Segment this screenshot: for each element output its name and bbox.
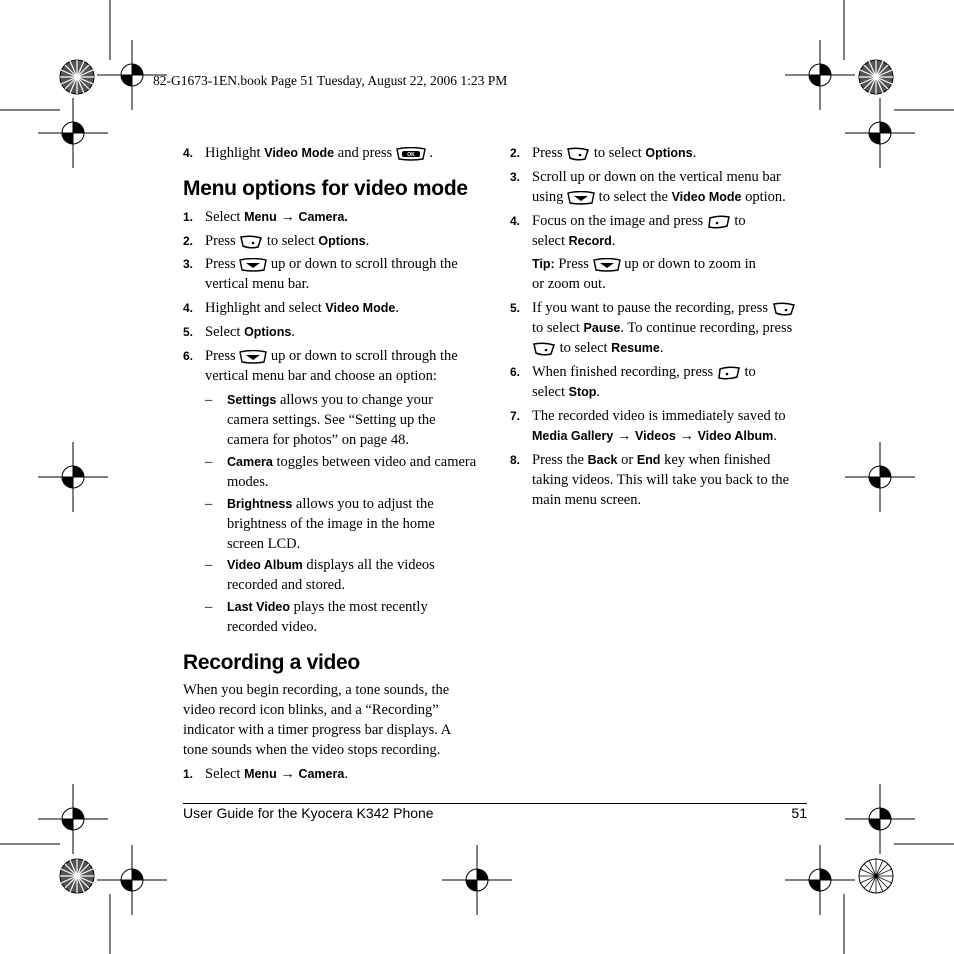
- footer-title: User Guide for the Kyocera K342 Phone: [183, 805, 434, 821]
- color-target-icon: [59, 858, 95, 894]
- color-target-icon: [59, 59, 95, 95]
- step-number: 4.: [183, 146, 194, 160]
- svg-text:OK: OK: [407, 151, 415, 158]
- right-softkey-icon: [566, 147, 590, 161]
- crosshair-icon: [442, 845, 512, 915]
- crosshair-icon: [38, 98, 108, 168]
- left-softkey-icon: [717, 366, 741, 380]
- left-softkey-icon: [707, 215, 731, 229]
- recording-intro-paragraph: When you begin recording, a tone sounds, the video record icon blinks, and a “Recording” indicator with a timer progress bar displays. A tone sounds when the video stops recording.: [183, 682, 452, 758]
- nav-key-icon: [593, 258, 621, 272]
- crosshair-icon: [38, 442, 108, 512]
- right-softkey-icon: [239, 235, 263, 249]
- ok-key-icon: [396, 147, 426, 161]
- crosshair-icon: [97, 845, 167, 915]
- right-softkey-icon: [772, 302, 796, 316]
- section-heading-menu-options: Menu options for video mode: [183, 177, 468, 200]
- nav-key-icon: [239, 350, 267, 364]
- crosshair-icon: [38, 784, 108, 854]
- book-header: 82-G1673-1EN.book Page 51 Tuesday, August 22, 2006 1:23 PM: [153, 73, 508, 88]
- right-softkey-icon: [532, 342, 556, 356]
- crosshair-icon: [845, 784, 915, 854]
- crosshair-icon: [785, 845, 855, 915]
- footer-rule: [183, 803, 807, 804]
- page-number: 51: [791, 805, 807, 821]
- color-target-icon: [858, 59, 894, 95]
- color-target-icon: [858, 858, 894, 894]
- section-heading-recording: Recording a video: [183, 651, 360, 674]
- crosshair-icon: [845, 98, 915, 168]
- nav-key-icon: [239, 258, 267, 272]
- nav-key-icon: [567, 191, 595, 205]
- tip-zoom: Tip: Press up or down to zoom in or zoom out.: [532, 256, 756, 292]
- crosshair-icon: [845, 442, 915, 512]
